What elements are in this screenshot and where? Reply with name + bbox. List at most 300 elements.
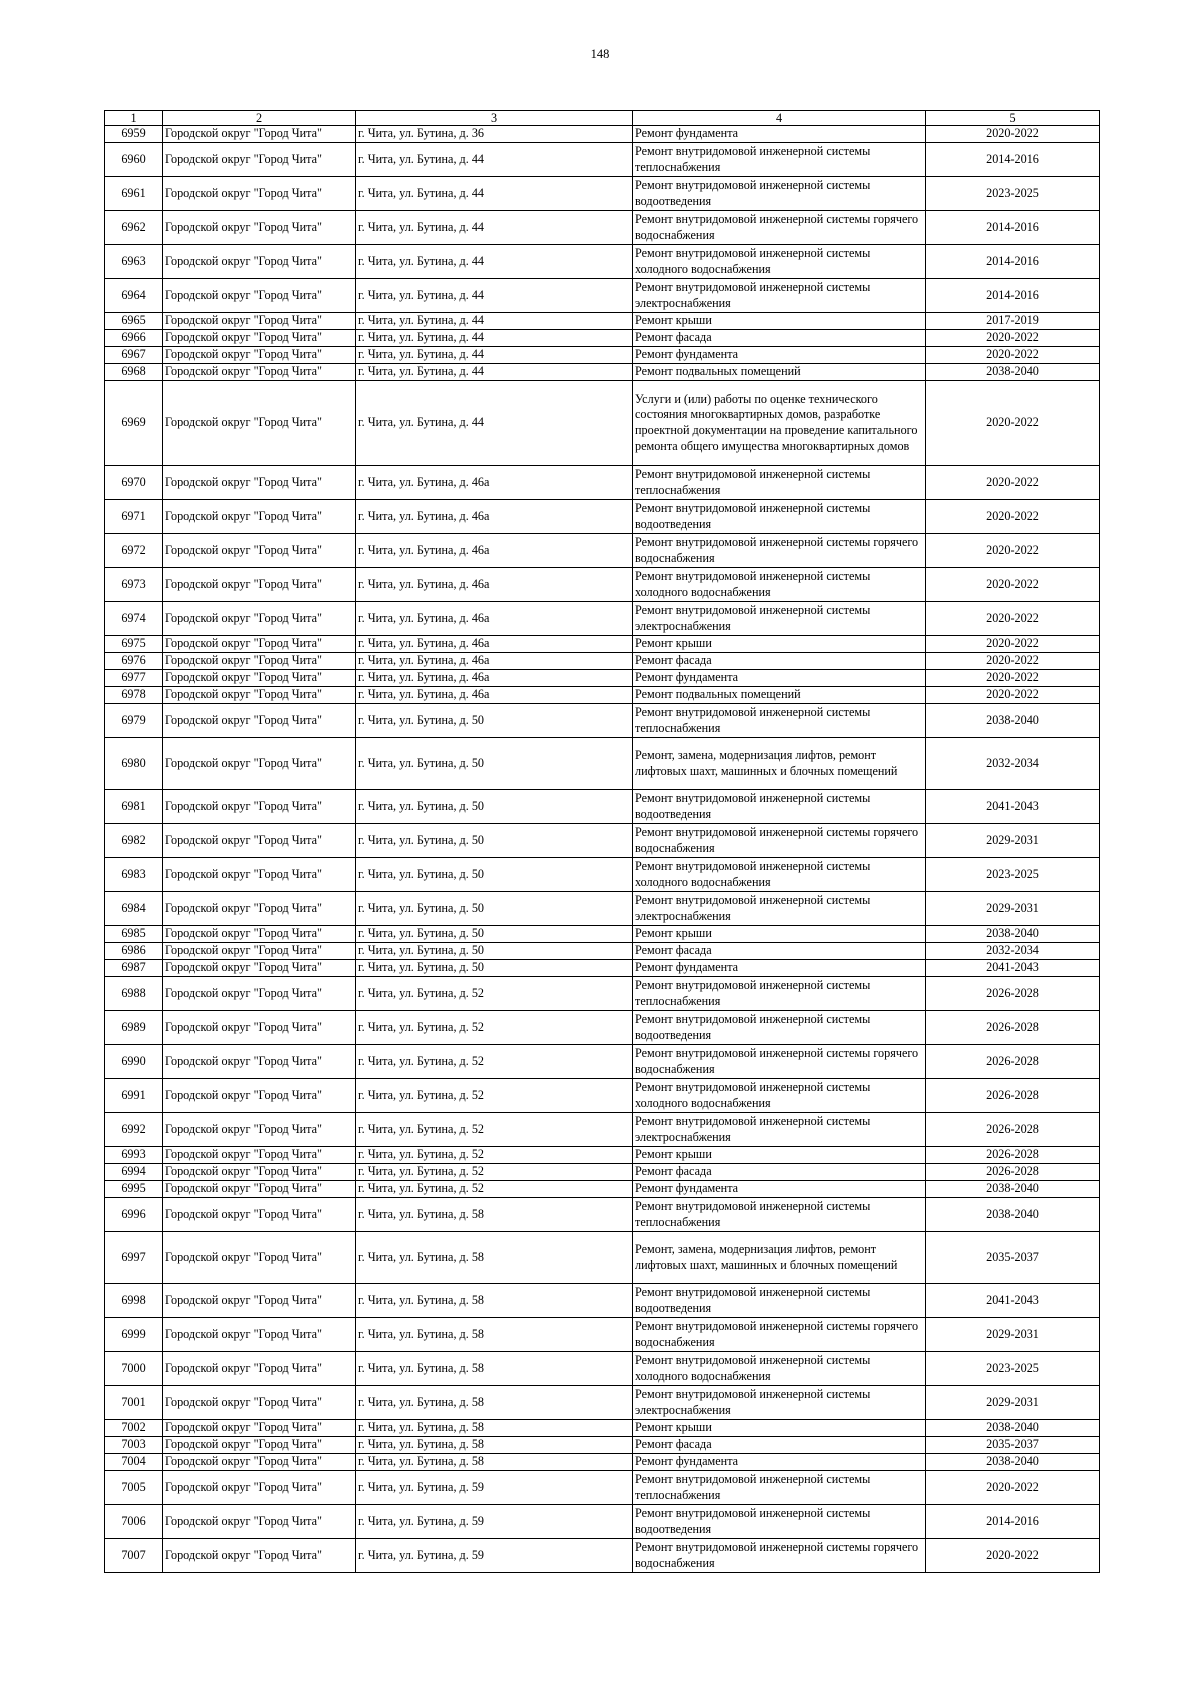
table-row (105, 1198, 1100, 1232)
work-type-cell: Ремонт фасада (633, 1164, 926, 1181)
address-cell: г. Чита, ул. Бутина, д. 58 (356, 1198, 633, 1232)
municipality-cell: Городской округ "Город Чита" (163, 636, 356, 653)
address-cell: г. Чита, ул. Бутина, д. 52 (356, 1181, 633, 1198)
municipality-cell: Городской округ "Город Чита" (163, 245, 356, 279)
row-number-cell: 6973 (105, 568, 163, 602)
page-number: 148 (590, 47, 610, 61)
table-row (105, 466, 1100, 500)
row-number-cell: 6999 (105, 1318, 163, 1352)
work-type-cell: Ремонт внутридомовой инженерной системы горячего водоснабжения (633, 534, 926, 568)
work-type-cell: Ремонт крыши (633, 1147, 926, 1164)
row-number-cell: 6996 (105, 1198, 163, 1232)
municipality-cell: Городской округ "Город Чита" (163, 126, 356, 143)
row-number-cell: 6992 (105, 1113, 163, 1147)
period-cell: 2032-2034 (926, 738, 1100, 790)
work-type-cell: Ремонт фундамента (633, 1454, 926, 1471)
table-row (105, 143, 1100, 177)
row-number-cell: 6994 (105, 1164, 163, 1181)
work-type-cell: Ремонт крыши (633, 636, 926, 653)
header-col-2: 2 (163, 111, 356, 126)
period-cell: 2026-2028 (926, 1147, 1100, 1164)
table-row (105, 1164, 1100, 1181)
work-type-cell: Ремонт фасада (633, 330, 926, 347)
address-cell: г. Чита, ул. Бутина, д. 52 (356, 1011, 633, 1045)
table-row (105, 279, 1100, 313)
period-cell: 2041-2043 (926, 960, 1100, 977)
period-cell: 2029-2031 (926, 1386, 1100, 1420)
row-number-cell: 6974 (105, 602, 163, 636)
municipality-cell: Городской округ "Город Чита" (163, 1011, 356, 1045)
work-type-cell: Ремонт, замена, модернизация лифтов, ремонт лифтовых шахт, машинных и блочных помещений (633, 1232, 926, 1284)
period-cell: 2041-2043 (926, 790, 1100, 824)
period-cell: 2020-2022 (926, 653, 1100, 670)
work-type-cell: Ремонт внутридомовой инженерной системы электроснабжения (633, 602, 926, 636)
address-cell: г. Чита, ул. Бутина, д. 52 (356, 1164, 633, 1181)
period-cell: 2020-2022 (926, 670, 1100, 687)
address-cell: г. Чита, ул. Бутина, д. 44 (356, 143, 633, 177)
work-type-cell: Ремонт внутридомовой инженерной системы холодного водоснабжения (633, 858, 926, 892)
table-row (105, 500, 1100, 534)
municipality-cell: Городской округ "Город Чита" (163, 1113, 356, 1147)
address-cell: г. Чита, ул. Бутина, д. 50 (356, 960, 633, 977)
work-type-cell: Ремонт внутридомовой инженерной системы горячего водоснабжения (633, 211, 926, 245)
period-cell: 2020-2022 (926, 466, 1100, 500)
row-number-cell: 6987 (105, 960, 163, 977)
row-number-cell: 6963 (105, 245, 163, 279)
row-number-cell: 6975 (105, 636, 163, 653)
row-number-cell: 6990 (105, 1045, 163, 1079)
period-cell: 2035-2037 (926, 1232, 1100, 1284)
address-cell: г. Чита, ул. Бутина, д. 46а (356, 653, 633, 670)
municipality-cell: Городской округ "Город Чита" (163, 143, 356, 177)
municipality-cell: Городской округ "Город Чита" (163, 1539, 356, 1573)
table-row (105, 1471, 1100, 1505)
municipality-cell: Городской округ "Город Чита" (163, 313, 356, 330)
work-type-cell: Ремонт фундамента (633, 1181, 926, 1198)
municipality-cell: Городской округ "Город Чита" (163, 466, 356, 500)
address-cell: г. Чита, ул. Бутина, д. 36 (356, 126, 633, 143)
municipality-cell: Городской округ "Город Чита" (163, 943, 356, 960)
municipality-cell: Городской округ "Город Чита" (163, 1352, 356, 1386)
row-number-cell: 7006 (105, 1505, 163, 1539)
table-row (105, 1045, 1100, 1079)
work-type-cell: Ремонт внутридомовой инженерной системы холодного водоснабжения (633, 1352, 926, 1386)
table-row (105, 790, 1100, 824)
row-number-cell: 6989 (105, 1011, 163, 1045)
address-cell: г. Чита, ул. Бутина, д. 52 (356, 1079, 633, 1113)
row-number-cell: 6964 (105, 279, 163, 313)
table-row (105, 1454, 1100, 1471)
table-row (105, 364, 1100, 381)
municipality-cell: Городской округ "Город Чита" (163, 653, 356, 670)
period-cell: 2020-2022 (926, 330, 1100, 347)
address-cell: г. Чита, ул. Бутина, д. 59 (356, 1539, 633, 1573)
table-row (105, 636, 1100, 653)
municipality-cell: Городской округ "Город Чита" (163, 1284, 356, 1318)
municipality-cell: Городской округ "Город Чита" (163, 330, 356, 347)
period-cell: 2035-2037 (926, 1437, 1100, 1454)
work-type-cell: Ремонт внутридомовой инженерной системы водоотведения (633, 500, 926, 534)
municipality-cell: Городской округ "Город Чита" (163, 892, 356, 926)
table-row (105, 330, 1100, 347)
table-row (105, 1284, 1100, 1318)
period-cell: 2020-2022 (926, 568, 1100, 602)
table-row (105, 1420, 1100, 1437)
header-col-5: 5 (926, 111, 1100, 126)
work-type-cell: Ремонт подвальных помещений (633, 687, 926, 704)
row-number-cell: 6971 (105, 500, 163, 534)
work-type-cell: Ремонт внутридомовой инженерной системы теплоснабжения (633, 1471, 926, 1505)
address-cell: г. Чита, ул. Бутина, д. 44 (356, 313, 633, 330)
table-row (105, 245, 1100, 279)
row-number-cell: 6961 (105, 177, 163, 211)
row-number-cell: 7005 (105, 1471, 163, 1505)
table-row (105, 892, 1100, 926)
row-number-cell: 6984 (105, 892, 163, 926)
address-cell: г. Чита, ул. Бутина, д. 50 (356, 858, 633, 892)
address-cell: г. Чита, ул. Бутина, д. 44 (356, 279, 633, 313)
row-number-cell: 6966 (105, 330, 163, 347)
work-type-cell: Услуги и (или) работы по оценке технического состояния многоквартирных домов, разработке проектной документации на проведение капитального ремонта общего имущества многоквартирных домов (633, 381, 926, 466)
municipality-cell: Городской округ "Город Чита" (163, 977, 356, 1011)
period-cell: 2020-2022 (926, 126, 1100, 143)
table-row (105, 1181, 1100, 1198)
municipality-cell: Городской округ "Город Чита" (163, 670, 356, 687)
address-cell: г. Чита, ул. Бутина, д. 50 (356, 943, 633, 960)
work-type-cell: Ремонт внутридомовой инженерной системы теплоснабжения (633, 977, 926, 1011)
period-cell: 2020-2022 (926, 534, 1100, 568)
municipality-cell: Городской округ "Город Чита" (163, 858, 356, 892)
municipality-cell: Городской округ "Город Чита" (163, 1181, 356, 1198)
municipality-cell: Городской округ "Город Чита" (163, 687, 356, 704)
address-cell: г. Чита, ул. Бутина, д. 44 (356, 381, 633, 466)
municipality-cell: Городской округ "Город Чита" (163, 738, 356, 790)
address-cell: г. Чита, ул. Бутина, д. 52 (356, 1147, 633, 1164)
table-row (105, 960, 1100, 977)
row-number-cell: 6978 (105, 687, 163, 704)
row-number-cell: 7001 (105, 1386, 163, 1420)
address-cell: г. Чита, ул. Бутина, д. 46а (356, 636, 633, 653)
address-cell: г. Чита, ул. Бутина, д. 58 (356, 1232, 633, 1284)
row-number-cell: 6997 (105, 1232, 163, 1284)
table-row (105, 1505, 1100, 1539)
row-number-cell: 6985 (105, 926, 163, 943)
address-cell: г. Чита, ул. Бутина, д. 44 (356, 245, 633, 279)
work-type-cell: Ремонт фасада (633, 943, 926, 960)
municipality-cell: Городской округ "Город Чита" (163, 1232, 356, 1284)
table-row (105, 1011, 1100, 1045)
period-cell: 2020-2022 (926, 381, 1100, 466)
row-number-cell: 6991 (105, 1079, 163, 1113)
work-type-cell: Ремонт фасада (633, 653, 926, 670)
municipality-cell: Городской округ "Город Чита" (163, 1198, 356, 1232)
work-type-cell: Ремонт внутридомовой инженерной системы холодного водоснабжения (633, 245, 926, 279)
row-number-cell: 7004 (105, 1454, 163, 1471)
address-cell: г. Чита, ул. Бутина, д. 59 (356, 1471, 633, 1505)
work-type-cell: Ремонт внутридомовой инженерной системы горячего водоснабжения (633, 1539, 926, 1573)
header-row (105, 111, 1100, 126)
table-row (105, 1539, 1100, 1573)
table-row (105, 1113, 1100, 1147)
table-row (105, 534, 1100, 568)
table-row (105, 1386, 1100, 1420)
address-cell: г. Чита, ул. Бутина, д. 59 (356, 1505, 633, 1539)
work-type-cell: Ремонт крыши (633, 926, 926, 943)
row-number-cell: 7002 (105, 1420, 163, 1437)
work-type-cell: Ремонт внутридомовой инженерной системы теплоснабжения (633, 1198, 926, 1232)
period-cell: 2032-2034 (926, 943, 1100, 960)
period-cell: 2038-2040 (926, 1198, 1100, 1232)
address-cell: г. Чита, ул. Бутина, д. 50 (356, 790, 633, 824)
municipality-cell: Городской округ "Город Чита" (163, 1420, 356, 1437)
period-cell: 2023-2025 (926, 177, 1100, 211)
period-cell: 2023-2025 (926, 858, 1100, 892)
table-header (105, 111, 1100, 126)
address-cell: г. Чита, ул. Бутина, д. 50 (356, 892, 633, 926)
municipality-cell: Городской округ "Город Чита" (163, 1045, 356, 1079)
address-cell: г. Чита, ул. Бутина, д. 44 (356, 177, 633, 211)
municipality-cell: Городской округ "Город Чита" (163, 1147, 356, 1164)
row-number-cell: 7000 (105, 1352, 163, 1386)
work-type-cell: Ремонт внутридомовой инженерной системы водоотведения (633, 1284, 926, 1318)
address-cell: г. Чита, ул. Бутина, д. 58 (356, 1284, 633, 1318)
address-cell: г. Чита, ул. Бутина, д. 46а (356, 466, 633, 500)
address-cell: г. Чита, ул. Бутина, д. 46а (356, 670, 633, 687)
table-row (105, 347, 1100, 364)
row-number-cell: 6965 (105, 313, 163, 330)
table-row (105, 602, 1100, 636)
table-row (105, 126, 1100, 143)
row-number-cell: 6983 (105, 858, 163, 892)
row-number-cell: 7007 (105, 1539, 163, 1573)
work-type-cell: Ремонт внутридомовой инженерной системы электроснабжения (633, 1386, 926, 1420)
table-row (105, 1232, 1100, 1284)
municipality-cell: Городской округ "Город Чита" (163, 364, 356, 381)
municipality-cell: Городской округ "Город Чита" (163, 568, 356, 602)
municipality-cell: Городской округ "Город Чита" (163, 177, 356, 211)
period-cell: 2026-2028 (926, 1011, 1100, 1045)
period-cell: 2029-2031 (926, 892, 1100, 926)
address-cell: г. Чита, ул. Бутина, д. 44 (356, 330, 633, 347)
work-type-cell: Ремонт внутридомовой инженерной системы теплоснабжения (633, 143, 926, 177)
work-type-cell: Ремонт фундамента (633, 126, 926, 143)
row-number-cell: 6962 (105, 211, 163, 245)
header-col-3: 3 (356, 111, 633, 126)
row-number-cell: 6988 (105, 977, 163, 1011)
work-type-cell: Ремонт внутридомовой инженерной системы водоотведения (633, 790, 926, 824)
table-row (105, 1147, 1100, 1164)
work-type-cell: Ремонт фасада (633, 1437, 926, 1454)
municipality-cell: Городской округ "Город Чита" (163, 960, 356, 977)
address-cell: г. Чита, ул. Бутина, д. 44 (356, 211, 633, 245)
address-cell: г. Чита, ул. Бутина, д. 46а (356, 534, 633, 568)
period-cell: 2029-2031 (926, 824, 1100, 858)
row-number-cell: 6970 (105, 466, 163, 500)
municipality-cell: Городской округ "Город Чита" (163, 1454, 356, 1471)
table-row (105, 977, 1100, 1011)
table-row (105, 177, 1100, 211)
address-cell: г. Чита, ул. Бутина, д. 50 (356, 704, 633, 738)
table-row (105, 211, 1100, 245)
period-cell: 2020-2022 (926, 347, 1100, 364)
municipality-cell: Городской округ "Город Чита" (163, 1471, 356, 1505)
address-cell: г. Чита, ул. Бутина, д. 58 (356, 1437, 633, 1454)
work-type-cell: Ремонт внутридомовой инженерной системы электроснабжения (633, 279, 926, 313)
address-cell: г. Чита, ул. Бутина, д. 44 (356, 347, 633, 364)
header-col-4: 4 (633, 111, 926, 126)
period-cell: 2041-2043 (926, 1284, 1100, 1318)
table-row (105, 687, 1100, 704)
period-cell: 2020-2022 (926, 687, 1100, 704)
period-cell: 2020-2022 (926, 500, 1100, 534)
table-row (105, 568, 1100, 602)
table-row (105, 943, 1100, 960)
work-type-cell: Ремонт внутридомовой инженерной системы водоотведения (633, 1505, 926, 1539)
work-type-cell: Ремонт внутридомовой инженерной системы холодного водоснабжения (633, 568, 926, 602)
address-cell: г. Чита, ул. Бутина, д. 58 (356, 1318, 633, 1352)
period-cell: 2026-2028 (926, 1079, 1100, 1113)
work-type-cell: Ремонт внутридомовой инженерной системы теплоснабжения (633, 466, 926, 500)
header-col-1: 1 (105, 111, 163, 126)
table-body (105, 126, 1100, 1573)
row-number-cell: 6976 (105, 653, 163, 670)
period-cell: 2023-2025 (926, 1352, 1100, 1386)
table-row (105, 738, 1100, 790)
municipality-cell: Городской округ "Город Чита" (163, 926, 356, 943)
work-type-cell: Ремонт фундамента (633, 960, 926, 977)
municipality-cell: Городской округ "Город Чита" (163, 790, 356, 824)
work-type-cell: Ремонт фундамента (633, 670, 926, 687)
row-number-cell: 6977 (105, 670, 163, 687)
period-cell: 2014-2016 (926, 1505, 1100, 1539)
municipality-cell: Городской округ "Город Чита" (163, 1079, 356, 1113)
row-number-cell: 6993 (105, 1147, 163, 1164)
work-type-cell: Ремонт внутридомовой инженерной системы теплоснабжения (633, 704, 926, 738)
address-cell: г. Чита, ул. Бутина, д. 44 (356, 364, 633, 381)
row-number-cell: 6972 (105, 534, 163, 568)
period-cell: 2014-2016 (926, 245, 1100, 279)
address-cell: г. Чита, ул. Бутина, д. 52 (356, 1113, 633, 1147)
municipality-cell: Городской округ "Город Чита" (163, 1164, 356, 1181)
address-cell: г. Чита, ул. Бутина, д. 58 (356, 1420, 633, 1437)
row-number-cell: 6979 (105, 704, 163, 738)
period-cell: 2038-2040 (926, 704, 1100, 738)
table-row (105, 858, 1100, 892)
work-type-cell: Ремонт внутридомовой инженерной системы горячего водоснабжения (633, 1045, 926, 1079)
work-type-cell: Ремонт внутридомовой инженерной системы водоотведения (633, 1011, 926, 1045)
municipality-cell: Городской округ "Город Чита" (163, 347, 356, 364)
row-number-cell: 6968 (105, 364, 163, 381)
period-cell: 2029-2031 (926, 1318, 1100, 1352)
period-cell: 2020-2022 (926, 636, 1100, 653)
period-cell: 2020-2022 (926, 1539, 1100, 1573)
municipality-cell: Городской округ "Город Чита" (163, 704, 356, 738)
municipality-cell: Городской округ "Город Чита" (163, 602, 356, 636)
table-row (105, 313, 1100, 330)
period-cell: 2026-2028 (926, 1164, 1100, 1181)
work-type-cell: Ремонт внутридомовой инженерной системы водоотведения (633, 177, 926, 211)
period-cell: 2038-2040 (926, 1181, 1100, 1198)
row-number-cell: 6959 (105, 126, 163, 143)
period-cell: 2014-2016 (926, 143, 1100, 177)
period-cell: 2038-2040 (926, 1420, 1100, 1437)
table-row (105, 670, 1100, 687)
municipality-cell: Городской округ "Город Чита" (163, 824, 356, 858)
table-row (105, 1352, 1100, 1386)
work-type-cell: Ремонт фундамента (633, 347, 926, 364)
repair-schedule-table (104, 110, 1100, 1573)
municipality-cell: Городской округ "Город Чита" (163, 500, 356, 534)
table-row (105, 704, 1100, 738)
address-cell: г. Чита, ул. Бутина, д. 46а (356, 687, 633, 704)
row-number-cell: 6969 (105, 381, 163, 466)
address-cell: г. Чита, ул. Бутина, д. 50 (356, 926, 633, 943)
municipality-cell: Городской округ "Город Чита" (163, 1386, 356, 1420)
address-cell: г. Чита, ул. Бутина, д. 46а (356, 568, 633, 602)
municipality-cell: Городской округ "Город Чита" (163, 534, 356, 568)
municipality-cell: Городской округ "Город Чита" (163, 1437, 356, 1454)
work-type-cell: Ремонт, замена, модернизация лифтов, ремонт лифтовых шахт, машинных и блочных помещений (633, 738, 926, 790)
period-cell: 2020-2022 (926, 602, 1100, 636)
period-cell: 2026-2028 (926, 1045, 1100, 1079)
municipality-cell: Городской округ "Город Чита" (163, 211, 356, 245)
row-number-cell: 6981 (105, 790, 163, 824)
address-cell: г. Чита, ул. Бутина, д. 58 (356, 1386, 633, 1420)
row-number-cell: 6986 (105, 943, 163, 960)
row-number-cell: 6982 (105, 824, 163, 858)
address-cell: г. Чита, ул. Бутина, д. 50 (356, 738, 633, 790)
address-cell: г. Чита, ул. Бутина, д. 46а (356, 602, 633, 636)
work-type-cell: Ремонт крыши (633, 313, 926, 330)
work-type-cell: Ремонт внутридомовой инженерной системы электроснабжения (633, 1113, 926, 1147)
address-cell: г. Чита, ул. Бутина, д. 52 (356, 1045, 633, 1079)
municipality-cell: Городской округ "Город Чита" (163, 381, 356, 466)
table-row (105, 1437, 1100, 1454)
row-number-cell: 6995 (105, 1181, 163, 1198)
work-type-cell: Ремонт внутридомовой инженерной системы электроснабжения (633, 892, 926, 926)
period-cell: 2014-2016 (926, 279, 1100, 313)
municipality-cell: Городской округ "Город Чита" (163, 279, 356, 313)
row-number-cell: 6980 (105, 738, 163, 790)
period-cell: 2038-2040 (926, 926, 1100, 943)
table-row (105, 1079, 1100, 1113)
period-cell: 2017-2019 (926, 313, 1100, 330)
work-type-cell: Ремонт внутридомовой инженерной системы горячего водоснабжения (633, 824, 926, 858)
row-number-cell: 7003 (105, 1437, 163, 1454)
period-cell: 2014-2016 (926, 211, 1100, 245)
period-cell: 2038-2040 (926, 364, 1100, 381)
municipality-cell: Городской округ "Город Чита" (163, 1505, 356, 1539)
work-type-cell: Ремонт подвальных помещений (633, 364, 926, 381)
period-cell: 2026-2028 (926, 977, 1100, 1011)
address-cell: г. Чита, ул. Бутина, д. 58 (356, 1352, 633, 1386)
work-type-cell: Ремонт крыши (633, 1420, 926, 1437)
period-cell: 2038-2040 (926, 1454, 1100, 1471)
period-cell: 2026-2028 (926, 1113, 1100, 1147)
work-type-cell: Ремонт внутридомовой инженерной системы холодного водоснабжения (633, 1079, 926, 1113)
address-cell: г. Чита, ул. Бутина, д. 58 (356, 1454, 633, 1471)
row-number-cell: 6967 (105, 347, 163, 364)
address-cell: г. Чита, ул. Бутина, д. 50 (356, 824, 633, 858)
address-cell: г. Чита, ул. Бутина, д. 46а (356, 500, 633, 534)
table-row (105, 926, 1100, 943)
table-row (105, 381, 1100, 466)
table-row (105, 824, 1100, 858)
work-type-cell: Ремонт внутридомовой инженерной системы горячего водоснабжения (633, 1318, 926, 1352)
table-row (105, 653, 1100, 670)
row-number-cell: 6998 (105, 1284, 163, 1318)
municipality-cell: Городской округ "Город Чита" (163, 1318, 356, 1352)
